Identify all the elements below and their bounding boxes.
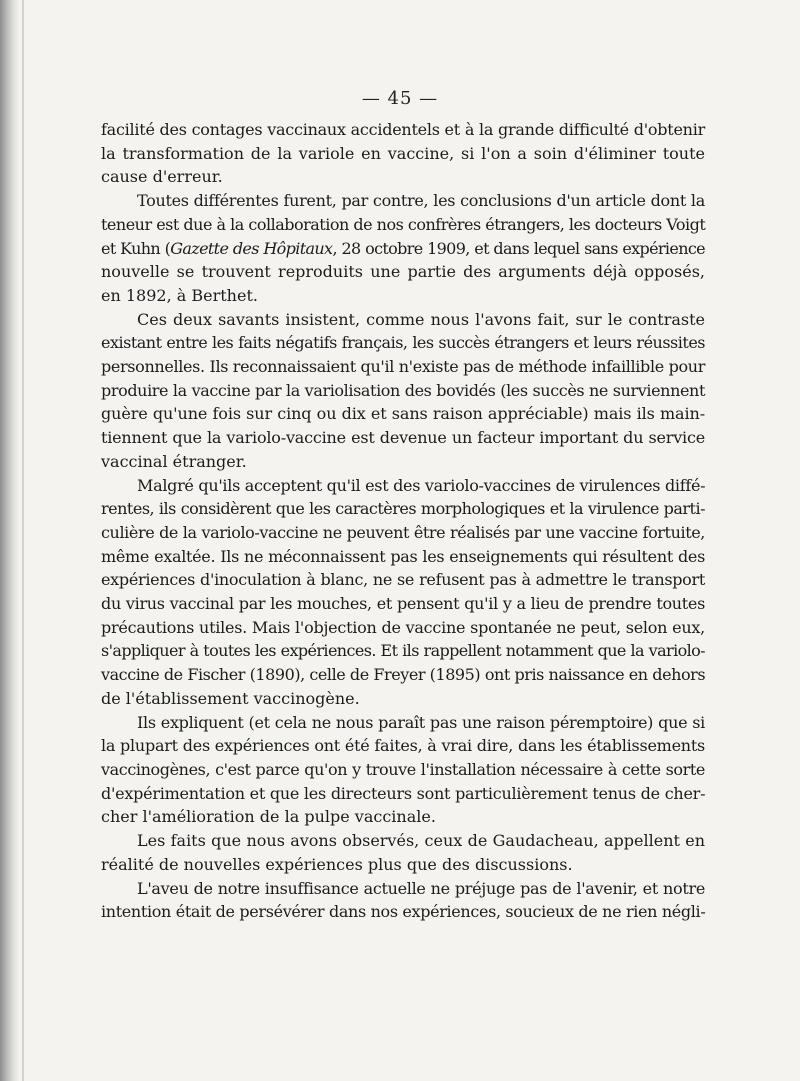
text-line: guère qu'une fois sur cinq ou dix et sans raison appréciable) mais ils main- — [101, 404, 705, 424]
text-line: teneur est due à la collaboration de nos confrères étrangers, les docteurs Voigt — [101, 214, 706, 234]
text-line: culière de la variolo-vaccine ne peuvent être réalisés par une vaccine fortuite, — [101, 522, 705, 542]
text-line: Toutes différentes furent, par contre, les conclusions d'un article dont la — [137, 191, 705, 211]
text-line: produire la vaccine par la variolisation des bovidés (les succès ne surviennent — [101, 380, 705, 400]
text-line: existant entre les faits négatifs français, les succès étrangers et leurs réussites — [101, 333, 705, 353]
text-fragment: , 28 octobre 1909, et dans lequel sans expérience — [332, 238, 705, 258]
text-line: rentes, ils considèrent que les caractères morphologiques et la virulence parti- — [101, 499, 705, 519]
text-line: personnelles. Ils reconnaissaient qu'il n'existe pas de méthode infaillible pour — [101, 357, 705, 377]
text-line: tiennent que la variolo-vaccine est devenue un facteur important du service — [101, 428, 705, 448]
text-line: intention était de persévérer dans nos expériences, soucieux de ne rien négli- — [101, 902, 706, 922]
paragraph-3 — [101, 308, 705, 474]
text-line: nouvelle se trouvent reproduits une partie des arguments déjà opposés, — [101, 262, 705, 282]
text-line: de l'établissement vaccinogène. — [101, 688, 360, 708]
journal-title: Gazette des Hôpitaux — [170, 238, 333, 258]
text-line: d'expérimentation et que les directeurs sont particulièrement tenus de cher- — [101, 783, 706, 803]
text-line: Ils expliquent (et cela ne nous paraît pas une raison péremptoire) que si — [137, 712, 705, 732]
text-line: facilité des contages vaccinaux accidentels et à la grande difficulté d'obtenir — [101, 120, 705, 139]
text-line: même exaltée. Ils ne méconnaissent pas les enseignements qui résultent des — [101, 546, 705, 566]
page-number: — 45 — — [361, 88, 439, 109]
text-line: L'aveu de notre insuffisance actuelle ne préjuge pas de l'avenir, et notre — [137, 878, 705, 898]
text-fragment: et Kuhn ( — [101, 238, 171, 258]
paragraph-5 — [101, 711, 705, 830]
text-line: Les faits que nous avons observés, ceux de Gaudacheau, appellent en — [137, 831, 705, 851]
text-line: cause d'erreur. — [101, 167, 223, 187]
paragraph-2 — [101, 189, 705, 308]
text-line: réalité de nouvelles expériences plus que des discussions. — [101, 854, 573, 874]
text-line: du virus vaccinal par les mouches, et pensent qu'il y a lieu de prendre toutes — [101, 594, 705, 614]
text-line: la plupart des expériences ont été faites, à vrai dire, dans les établissements — [101, 736, 705, 756]
paragraph-1 — [101, 118, 705, 189]
text-line-with-citation — [101, 237, 705, 261]
text-line: cher l'amélioration de la pulpe vaccinale. — [101, 807, 436, 827]
text-line: Ces deux savants insistent, comme nous l'avons fait, sur le contraste — [137, 309, 705, 329]
body-text — [101, 118, 705, 924]
text-line: vaccinogènes, c'est parce qu'on y trouve l'installation nécessaire à cette sorte — [101, 759, 705, 779]
text-line: s'appliquer à toutes les expériences. Et ils rappellent notamment que la variolo- — [101, 641, 705, 661]
text-line: précautions utiles. Mais l'objection de vaccine spontanée ne peut, selon eux, — [101, 617, 705, 637]
binding-edge — [22, 0, 24, 1081]
text-line: expériences d'inoculation à blanc, ne se refusent pas à admettre le transport — [101, 570, 705, 590]
paragraph-6 — [101, 829, 705, 876]
text-line: la transformation de la variole en vaccine, si l'on a soin d'éliminer toute — [101, 143, 705, 163]
text-line: Malgré qu'ils acceptent qu'il est des variolo-vaccines de virulences diffé- — [137, 475, 706, 495]
binding-shadow — [0, 0, 20, 1081]
text-line: en 1892, à Berthet. — [101, 285, 258, 305]
paragraph-4 — [101, 474, 705, 711]
paragraph-7 — [101, 877, 705, 924]
text-line: vaccinal étranger. — [101, 451, 247, 471]
text-line: vaccine de Fischer (1890), celle de Freyer (1895) ont pris naissance en dehors — [101, 665, 706, 685]
